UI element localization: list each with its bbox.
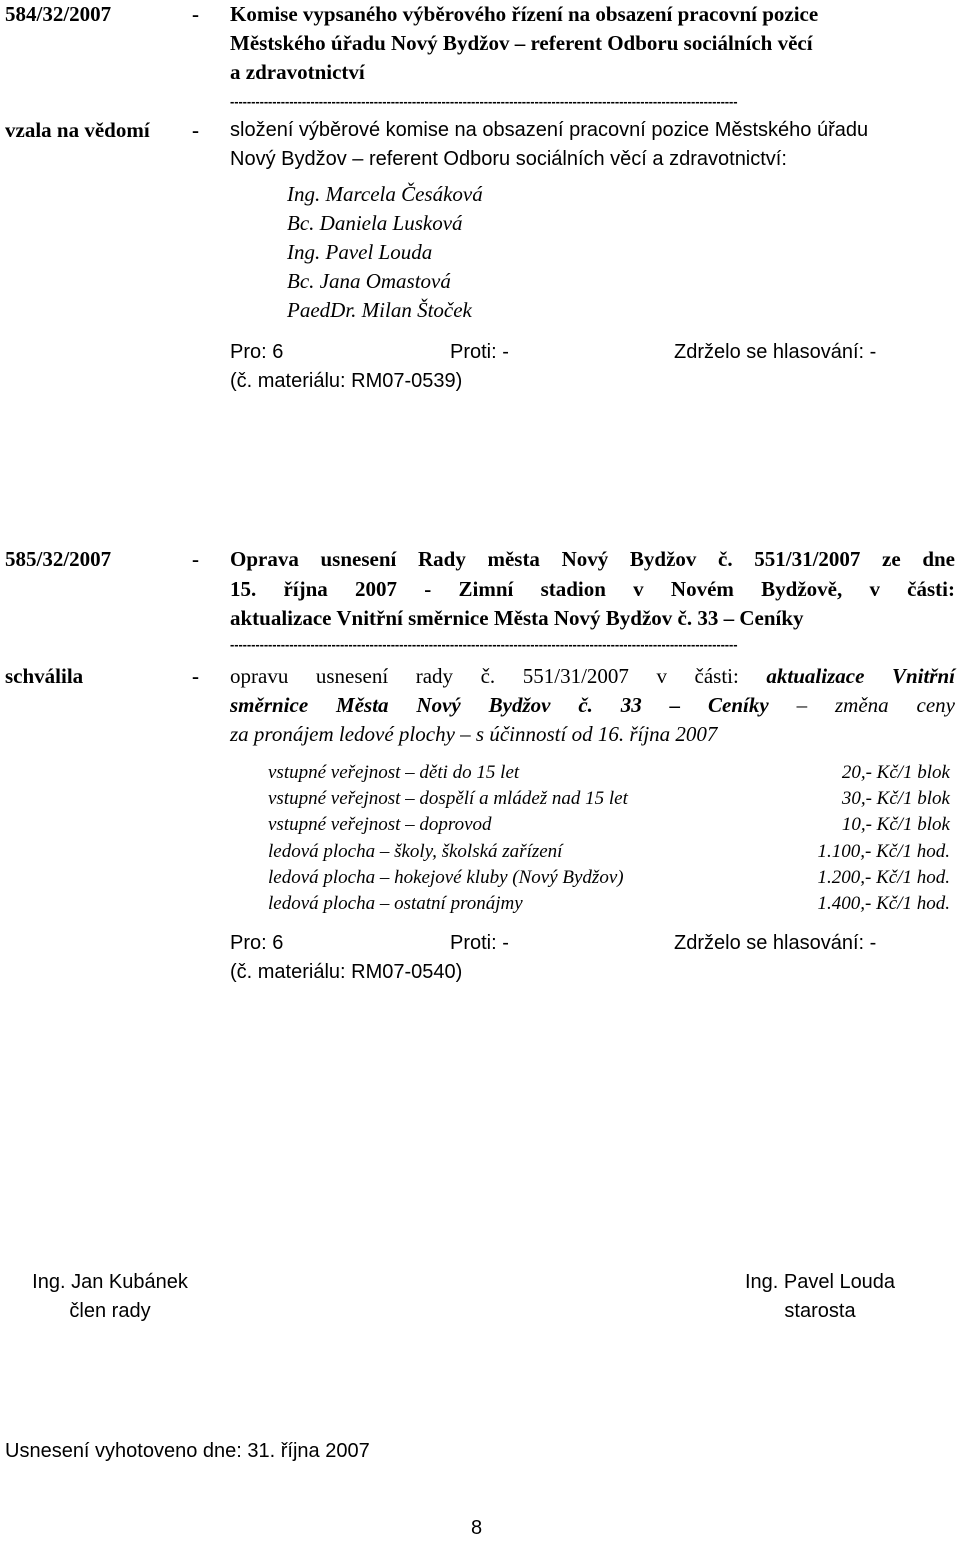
- resolution-title-line: Oprava usnesení Rady města Nový Bydžov č. 551/31/2007 ze dne: [230, 547, 955, 571]
- vote-row: [230, 338, 955, 367]
- vote-proti: Proti: -: [450, 341, 509, 363]
- vote-zdrzelo: Zdrželo se hlasování: -: [674, 341, 877, 363]
- vote-pro: Pro: 6: [230, 932, 284, 954]
- issued-date: Usnesení vyhotoveno dne: 31. října 2007: [5, 1440, 370, 1462]
- vote-row: [230, 929, 955, 958]
- resolution-text-line: [230, 691, 955, 720]
- resolution-action-dash: -: [192, 664, 199, 688]
- vote-zdrzelo: Zdrželo se hlasování: -: [674, 932, 877, 954]
- page-number: 8: [471, 1517, 483, 1539]
- signature-role: člen rady: [69, 1300, 151, 1322]
- material-ref: (č. materiálu: RM07-0540): [230, 961, 463, 983]
- resolution-action-dash: -: [192, 118, 199, 142]
- resolution-text-line: složení výběrové komise na obsazení pracovní pozice Městského úřadu: [230, 119, 869, 141]
- resolution-title-line: Komise vypsaného výběrového řízení na obsazení pracovní pozice: [230, 2, 819, 26]
- resolution-title-line: aktualizace Vnitřní směrnice Města Nový Bydžov č. 33 – Ceníky: [230, 606, 804, 630]
- resolution-title-line: 15. října 2007 - Zimní stadion v Novém Bydžově, v části:: [230, 577, 955, 601]
- committee-member: Ing. Marcela Česáková: [287, 182, 483, 206]
- committee-member: Bc. Jana Omastová: [287, 269, 451, 293]
- resolution-dash: -: [192, 547, 199, 571]
- signature-right: [710, 1268, 930, 1326]
- signature-left: [0, 1268, 220, 1326]
- resolution-number: 585/32/2007: [5, 547, 112, 571]
- resolution-text-line: za pronájem ledové plochy – s účinností od 16. října 2007: [230, 722, 718, 746]
- price-value: 1.400,- Kč/1 hod.: [817, 893, 950, 914]
- price-item: vstupné veřejnost – děti do 15 let: [268, 762, 520, 783]
- signature-name: Ing. Jan Kubánek: [32, 1271, 188, 1293]
- price-item: vstupné veřejnost – dospělí a mládež nad 15 let: [268, 788, 628, 809]
- vote-pro: Pro: 6: [230, 341, 284, 363]
- text-emphasis: aktualizace Vnitřní: [766, 664, 955, 688]
- committee-member: PaedDr. Milan Štoček: [287, 298, 472, 322]
- material-ref: (č. materiálu: RM07-0539): [230, 370, 463, 392]
- resolution-text-line: [230, 662, 955, 691]
- price-value: 30,- Kč/1 blok: [841, 788, 950, 809]
- resolution-title-line: a zdravotnictví: [230, 60, 365, 84]
- vote-proti: Proti: -: [450, 932, 509, 954]
- price-item: ledová plocha – školy, školská zařízení: [268, 841, 563, 862]
- committee-member: Ing. Pavel Louda: [287, 240, 433, 264]
- signature-name: Ing. Pavel Louda: [744, 1271, 896, 1293]
- signature-role: starosta: [784, 1300, 856, 1322]
- resolution-text-line: Nový Bydžov – referent Odboru sociálních věcí a zdravotnictví:: [230, 148, 787, 170]
- text-emphasis: směrnice Města Nový Bydžov č. 33 – Ceníky: [230, 693, 769, 717]
- price-item: vstupné veřejnost – doprovod: [268, 814, 492, 835]
- resolution-dash: -: [192, 2, 199, 26]
- price-value: 1.100,- Kč/1 hod.: [817, 841, 950, 862]
- resolution-number: 584/32/2007: [5, 2, 112, 26]
- separator-line: ------------------------------------------------------------------------------------------------------------------------: [230, 638, 738, 652]
- resolution-title-line: Městského úřadu Nový Bydžov – referent Odboru sociálních věcí: [230, 31, 813, 55]
- text-rest: – změna ceny: [768, 693, 955, 717]
- price-value: 20,- Kč/1 blok: [841, 762, 950, 783]
- price-value: 1.200,- Kč/1 hod.: [817, 867, 950, 888]
- committee-member: Bc. Daniela Lusková: [287, 211, 463, 235]
- resolution-action: schválila: [5, 664, 84, 688]
- price-item: ledová plocha – ostatní pronájmy: [268, 893, 523, 914]
- separator-line: ------------------------------------------------------------------------------------------------------------------------: [230, 95, 738, 109]
- price-item: ledová plocha – hokejové kluby (Nový Bydžov): [268, 867, 624, 888]
- text-plain: opravu usnesení rady č. 551/31/2007 v části:: [230, 664, 767, 688]
- resolution-action: vzala na vědomí: [5, 118, 150, 142]
- price-value: 10,- Kč/1 blok: [841, 814, 950, 835]
